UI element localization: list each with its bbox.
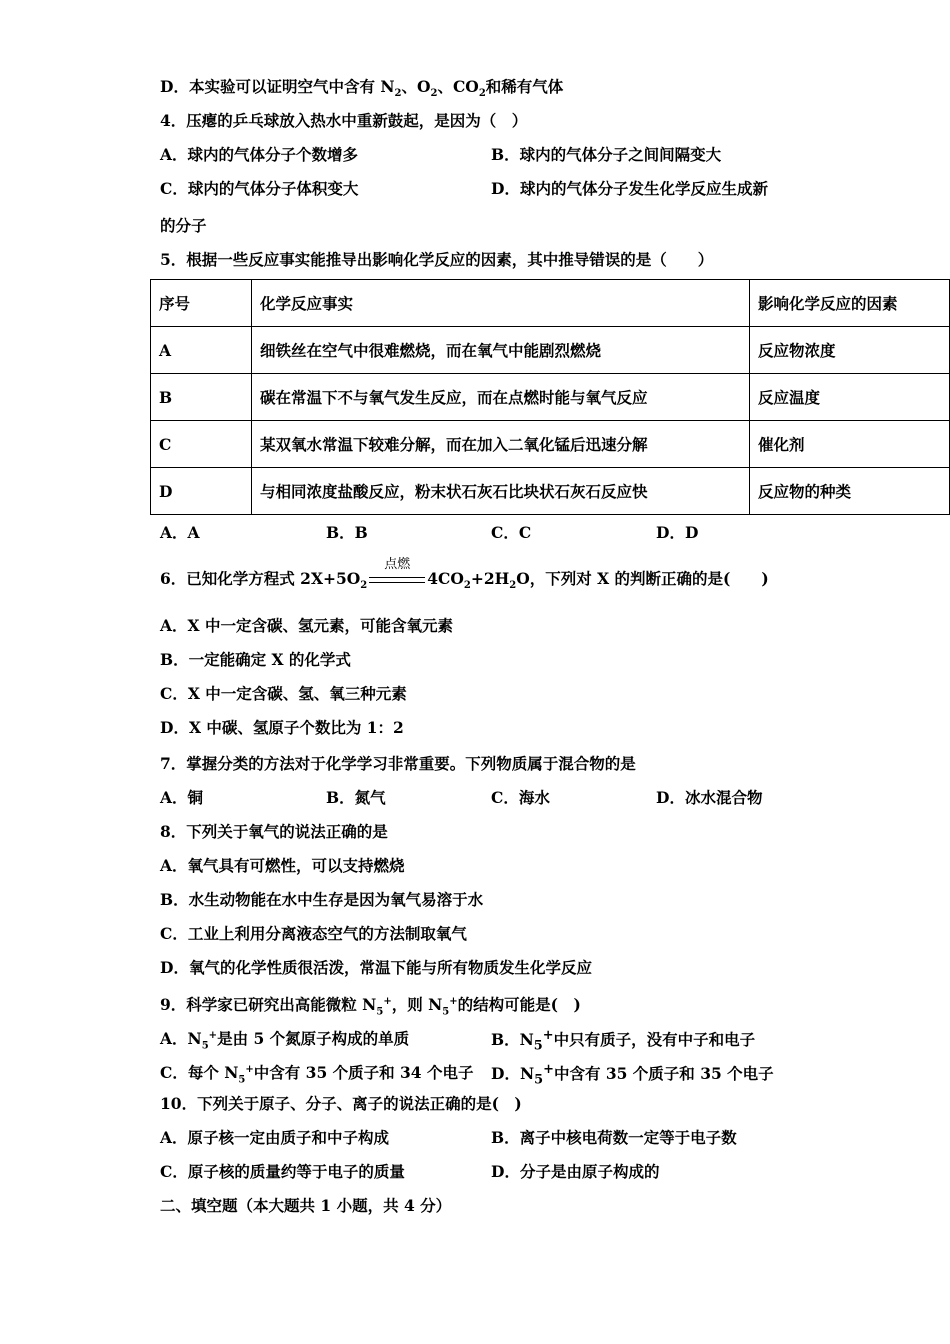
table-cell: 某双氧水常温下较难分解，而在加入二氧化锰后迅速分解 — [252, 421, 750, 468]
q9-option-c: C．每个 $N_5^+$中含有 35 个质子和 34 个电子 — [160, 1063, 474, 1086]
q5-header-number: 序号 — [151, 280, 252, 327]
section-heading: 二、填空题（本大题共 1 小题，共 4 分） — [160, 1196, 452, 1215]
q4-option-d-continuation: 的分子 — [160, 216, 207, 235]
table-cell: 催化剂 — [750, 421, 950, 468]
q5-stem: 5．根据一些反应事实能推导出影响化学反应的因素，其中推导错误的是（ ） — [160, 250, 714, 269]
q5-option-b: B．B — [326, 523, 368, 542]
table-row — [151, 421, 950, 468]
table-cell: 碳在常温下不与氧气发生反应，而在点燃时能与氧气反应 — [252, 374, 750, 421]
q5-header-fact: 化学反应事实 — [252, 280, 750, 327]
table-cell: C — [151, 421, 252, 468]
q8-option-d: D．氧气的化学性质很活泼，常温下能与所有物质发生化学反应 — [160, 958, 592, 977]
q5-header-factor: 影响化学反应的因素 — [750, 280, 950, 327]
q7-option-b: B．氮气 — [326, 788, 386, 807]
q8-option-b: B．水生动物能在水中生存是因为氧气易溶于水 — [160, 890, 484, 909]
q10-option-d: D．分子是由原子构成的 — [491, 1162, 660, 1181]
q7-option-c: C．海水 — [491, 788, 550, 807]
q5-option-d: D．D — [656, 523, 699, 542]
q5-table-header — [151, 280, 950, 327]
table-cell: 反应温度 — [750, 374, 950, 421]
table-cell: 细铁丝在空气中很难燃烧，而在氧气中能剧烈燃烧 — [252, 327, 750, 374]
q4-option-b: B．球内的气体分子之间间隔变大 — [491, 145, 722, 164]
q4-option-d: D．球内的气体分子发生化学反应生成新 — [491, 179, 768, 198]
q10-option-a: A．原子核一定由质子和中子构成 — [160, 1128, 390, 1147]
q5-option-a: A．A — [160, 523, 200, 542]
table-cell: B — [151, 374, 252, 421]
q9-option-b: B．$N_5^+$中只有质子，没有中子和电子 — [491, 1028, 756, 1054]
q6-option-c: C．X 中一定含碳、氢、氧三种元素 — [160, 684, 407, 703]
q7-option-a: A．铜 — [160, 788, 204, 807]
table-row — [151, 468, 950, 515]
reaction-condition: 点燃 — [367, 569, 427, 589]
table-cell: 反应物浓度 — [750, 327, 950, 374]
q6-option-d: D．X 中碳、氢原子个数比为 1：2 — [160, 718, 404, 737]
q8-option-c: C．工业上利用分离液态空气的方法制取氧气 — [160, 924, 467, 943]
q9-stem: 9．科学家已研究出高能微粒 $N_5^+$，则 $N_5^+$的结构可能是( ) — [160, 995, 581, 1018]
q6-stem: 6．已知化学方程式 $2X+5O_2$ 点燃 $4CO_2+2H_2O$，下列对 X 的判断正确的是( ) — [160, 557, 769, 592]
table-cell: D — [151, 468, 252, 515]
q9-option-d: D．$N_5^+$中含有 35 个质子和 35 个电子 — [491, 1062, 774, 1088]
q8-option-a: A．氧气具有可燃性，可以支持燃烧 — [160, 856, 405, 875]
q3-option-d: D．本实验可以证明空气中含有 $N_2$、$O_2$、$CO_2$和稀有气体 — [160, 77, 564, 100]
q4-stem: 4．压瘪的乒乓球放入热水中重新鼓起，是因为（ ） — [160, 111, 528, 130]
q8-stem: 8．下列关于氧气的说法正确的是 — [160, 822, 388, 841]
q10-option-b: B．离子中核电荷数一定等于电子数 — [491, 1128, 737, 1147]
q4-option-a: A．球内的气体分子个数增多 — [160, 145, 359, 164]
table-cell: 反应物的种类 — [750, 468, 950, 515]
q9-option-a: A．$N_5^+$是由 5 个氮原子构成的单质 — [160, 1029, 410, 1052]
q10-option-c: C．原子核的质量约等于电子的质量 — [160, 1162, 405, 1181]
table-cell: 与相同浓度盐酸反应，粉末状石灰石比块状石灰石反应快 — [252, 468, 750, 515]
q7-stem: 7．掌握分类的方法对于化学学习非常重要。下列物质属于混合物的是 — [160, 754, 636, 773]
q7-option-d: D．冰水混合物 — [656, 788, 763, 807]
q10-stem: 10．下列关于原子、分子、离子的说法正确的是( ) — [160, 1094, 522, 1113]
table-cell: A — [151, 327, 252, 374]
q4-option-c: C．球内的气体分子体积变大 — [160, 179, 359, 198]
q6-option-a: A．X 中一定含碳、氢元素，可能含氧元素 — [160, 616, 453, 635]
table-row — [151, 327, 950, 374]
q5-option-c: C．C — [491, 523, 532, 542]
q5-table — [150, 279, 950, 515]
q6-option-b: B．一定能确定 X 的化学式 — [160, 650, 351, 669]
table-row — [151, 374, 950, 421]
